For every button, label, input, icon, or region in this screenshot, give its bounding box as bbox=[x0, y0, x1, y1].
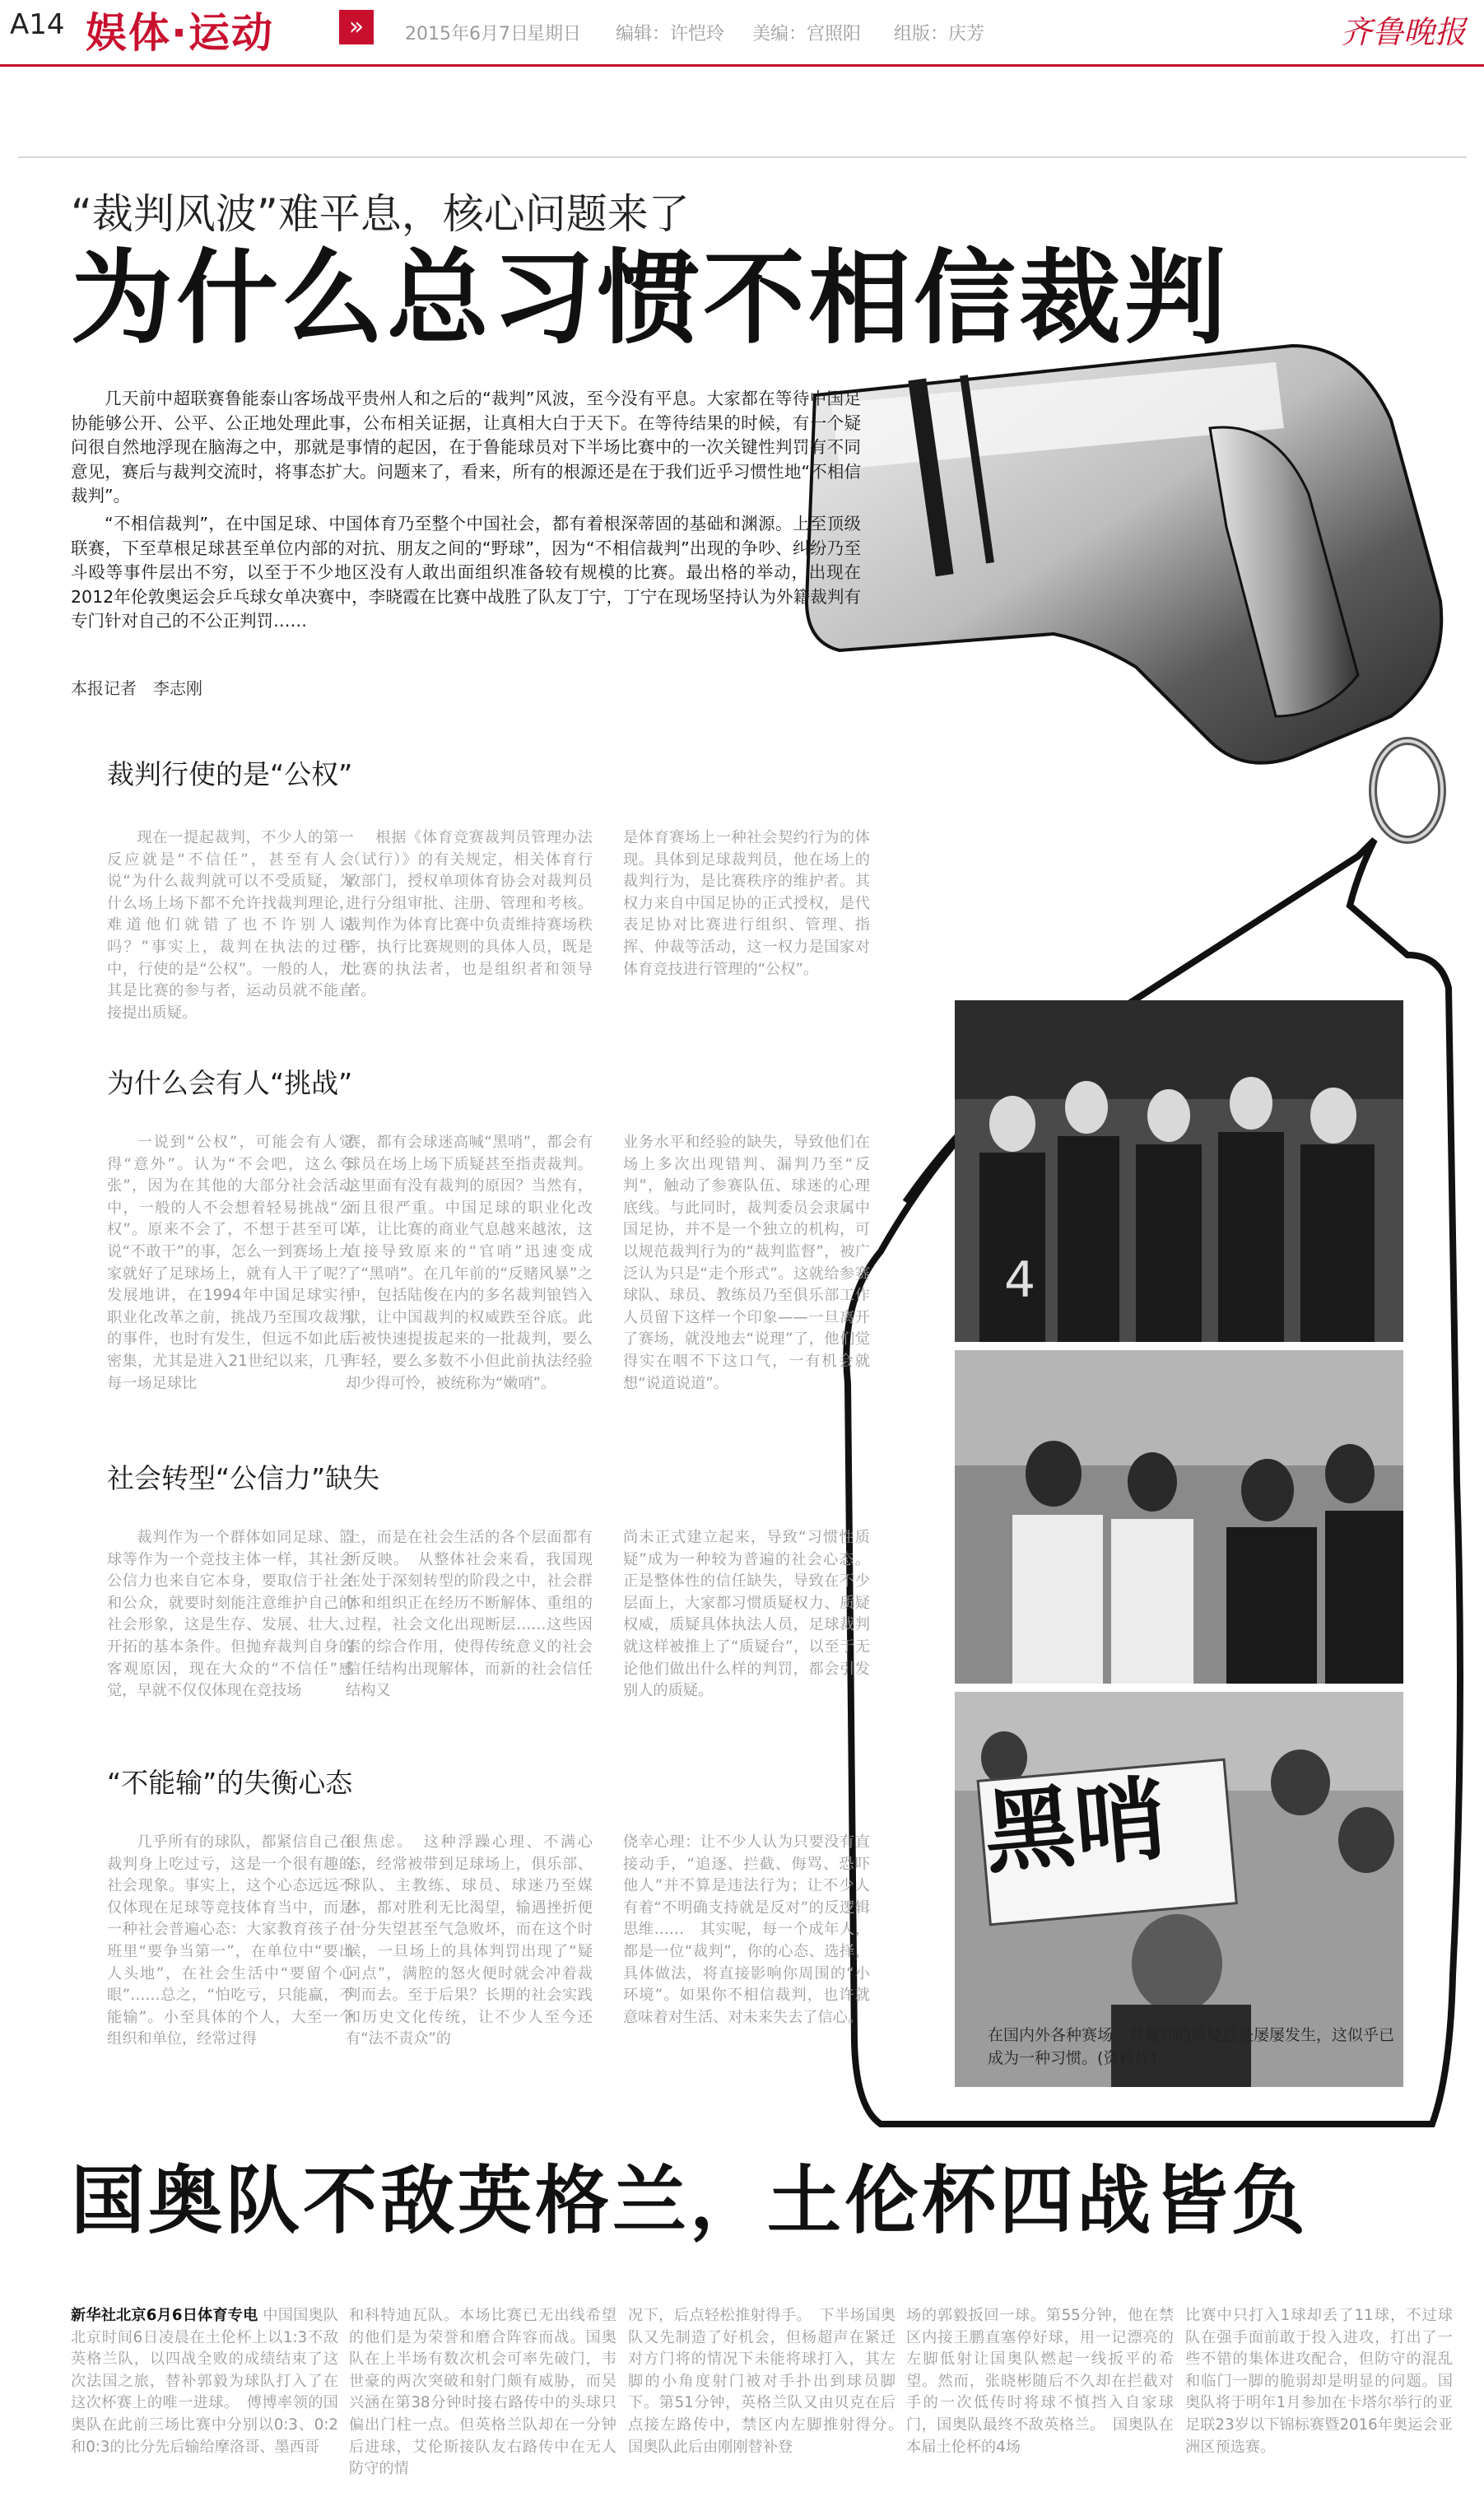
lead-paragraph-2: “不相信裁判”，在中国足球、中国体育乃至整个中国社会，都有着根深蒂固的基础和渊源。上至顶级联赛，下至草根足球甚至单位内部的对抗、朋友之间的“野球”，因为“不相信裁判”出现的争吵、纠纷乃至斗殴等事件层出不穷，以至于不少地区没有人敢出面组织准备较有规模的比赛。最出格的举动，出现在2012年伦敦奥运会乒乓球女单决赛中，李晓霞在比赛中战胜了队友丁宁，丁宁在现场坚持认为外籍裁判有专门针对自己的不公正判罚…… bbox=[71, 514, 861, 631]
section-2-col-3: 业务水平和经验的缺失，导致他们在场上多次出现错判、漏判乃至“反判”，触动了参赛队伍、球迷的心理底线。与此同时，裁判委员会隶属中国足协，并不是一个独立的机构，可以规范裁判行为的“裁判监督”，被广泛认为只是“走个形式”。这就给参赛球队、球员、教练员乃至俱乐部工作人员留下这样一个印象——一旦离开了赛场，就没地去“说理”了，他们觉得实在咽不下这口气，一有机会就想“说道说道”。 bbox=[623, 1134, 870, 1392]
section-4-col-2: 很焦虑。 这种浮躁心理、不满心态，经常被带到足球场上，俱乐部、球队、主教练、球员、球迷乃至媒体，都对胜利无比渴望，输遇挫折便十分失望甚至气急败坏，而在这个时候，一旦场上的具体判罚出现了“疑问点”，满腔的怒火便时就会冲着裁判而去。至于后果？长期的社会实践和历史文化传统，让不少人至今还有“法不责众”的 bbox=[346, 1833, 593, 2048]
byline: 本报记者 李志刚 bbox=[71, 678, 202, 698]
svg-text:4: 4 bbox=[1004, 1251, 1036, 1309]
lead-paragraph-1: 几天前中超联赛鲁能泰山客场战平贵州人和之后的“裁判”风波，至今没有平息。大家都在等待中国足协能够公开、公平、公正地处理此事，公布相关证据，让真相大白于天下。在等待结果的时候，有一个疑问很自然地浮现在脑海之中，那就是事情的起因，在于鲁能球员对下半场比赛中的一次关键性判罚有不同意见，赛后与裁判交流时，将事态扩大。问题来了，看来，所有的根源还是在于我们近乎习惯性地“不相信裁判”。 bbox=[71, 389, 861, 505]
story2-col-5: 比赛中只打入1球却丢了11球，不过球队在强手面前敢于投入进攻，打出了一些不错的集体进攻配合，但防守的混乱和临门一脚的脆弱却是明显的问题。国奥队将于明年1月参加在卡塔尔举行的亚足联23岁以下锦标赛暨2016年奥运会亚洲区预选赛。 bbox=[1185, 2307, 1453, 2456]
section-4-col-3: 侥幸心理：让不少人认为只要没有直接动手，“追逐、拦截、侮骂、恐吓他人”并不算是违法行为；让不少人有着“不明确支持就是反对”的反逻辑思维…… 其实呢，每一个成年人，都是一位“裁判”，你的心态、选择，具体做法，将直接影响你周围的“小环境”。如果你不相信裁判，也许就意味着对生活、对未来失去了信心。 bbox=[623, 1833, 870, 2026]
story-headline: 为什么总习惯不相信裁判 bbox=[71, 240, 1230, 358]
section-4-col-1: 几乎所有的球队，都紧信自己在裁判身上吃过亏，这是一个很有趣的社会现象。事实上，这个心态远远不仅体现在足球等竞技体育当中，而是一种社会普遍心态：大家教育孩子在班里“要争当第一”，在单位中“要出人头地”，在社会生活中“要留个心眼”……总之，“怕吃亏，只能赢，不能输”。小至具体的个人，大至一个组织和单位，经常过得 bbox=[107, 1833, 354, 2048]
section-1-col-2: 根据《体育竞赛裁判员管理办法（试行）》的有关规定，相关体育行政部门，授权单项体育协会对裁判员进行分组审批、注册、管理和考核。裁判作为体育比赛中负责维持赛场秩序，执行比赛规则的具体人员，既是比赛的执法者，也是组织者和领导者。 bbox=[346, 829, 593, 1000]
story2-col-3: 况下，后点轻松推射得手。 下半场国奥队又先制造了好机会，但杨超声在紧迁对方门将的情况下未能将球打入，其左脚的小角度射门被对手扑出到球员脚下。第51分钟，英格兰队又由贝克在后点接左路传中，禁区内左脚推射得分。 国奥队此后由刚刚替补登 bbox=[628, 2307, 896, 2456]
issue-date: 2015年6月7日 bbox=[405, 24, 528, 44]
masthead-logo: 齐鲁晚报 bbox=[1340, 14, 1466, 50]
sign-text: 黑哨 bbox=[979, 1765, 1170, 1887]
designer-credit: 美编：宫照阳 bbox=[752, 24, 862, 44]
section-1-col-1: 现在一提起裁判，不少人的第一反应就是“不信任”，甚至有人会说“为什么裁判就可以不受质疑，为什么场上场下都不允许找裁判理论，难道他们就错了也不许别人说吗？”事实上，裁判在执法的过程中，行使的是“公权”。一般的人，尤其是比赛的参与者，运动员就不能直接提出质疑。 bbox=[107, 829, 354, 1022]
story2-dateline: 新华社北京6月6日体育专电 bbox=[71, 2307, 258, 2324]
editor-credit: 编辑：许恺玲 bbox=[616, 24, 725, 44]
section-title: 娱体·运动 bbox=[86, 9, 274, 57]
top-divider bbox=[18, 156, 1467, 158]
page-number: A14 bbox=[10, 8, 65, 41]
section-2-col-2: 赛，都有会球迷高喊“黑哨”，都会有球员在场上场下质疑甚至指责裁判。这里面有没有裁判的原因？当然有，而且很严重。中国足球的职业化改革，让比赛的商业气息越来越浓，这直接导致原来的“官哨”迅速变成了“黑哨”。在几年前的“反赌风暴”之中，包括陆俊在内的多名裁判锒铛入狱，让中国裁判的权威跌至谷底。此后被快速提拔起来的一批裁判，要么年轻，要么多数不小但此前执法经验却少得可怜，被统称为“嫩哨”。 bbox=[346, 1134, 593, 1392]
section-1-col-3: 是体育赛场上一种社会契约行为的体现。具体到足球裁判员，他在场上的裁判行为，是比赛秩序的维护者。其权力来自中国足协的正式授权，是代表足协对比赛进行组织、管理、指挥、仲裁等活动，这一权力是国家对体育竞技进行管理的“公权”。 bbox=[623, 829, 870, 978]
story2-col-2: 和科特迪瓦队。本场比赛已无出线希望的他们是为荣誉和磨合阵容而战。国奥队在上半场有数次机会可率先破门，韦世豪的两次突破和射门颇有威胁，而吴兴涵在第38分钟时接右路传中的头球只偏出门柱一点。但英格兰队却在一分钟后进球，艾伦斯接队友右路传中在无人防守的情 bbox=[349, 2307, 616, 2478]
story-kicker: “裁判风波”难平息，核心问题来了 bbox=[71, 190, 690, 238]
story2-col-1 bbox=[71, 2305, 338, 2490]
subhead-2: 为什么会有人“挑战” bbox=[107, 1067, 353, 1099]
issue-weekday: 星期日 bbox=[527, 24, 582, 44]
section-2-col-1: 一说到“公权”，可能会有人觉得“意外”。认为“不会吧，这么夸张”，因为在其他的大部分社会活动中，一般的人不会想着轻易挑战“公权”。原来不会了，不想于甚至可以说“不敢干”的事，怎么一到赛场上大家就好了足球场上，就有人干了呢？ 发展地讲，在1994年中国足球实行职业化改革之前，挑战乃至围攻裁判的事件，也时有发生，但远不如此后密集，尤其是进入21世纪以来，几乎每一场足球比 bbox=[107, 1134, 354, 1392]
arrow-icon: » bbox=[339, 10, 374, 44]
section-3-col-3: 尚未正式建立起来，导致“习惯性质疑”成为一种较为普遍的社会心态。正是整体性的信任缺失，导致在不少层面上，大家都习惯质疑权力、质疑权威，质疑具体执法人员，足球裁判就这样被推上了“质疑台”，以至于无论他们做出什么样的判罚，都会引发别人的质疑。 bbox=[623, 1529, 870, 1700]
story2-col-4: 场的郭毅扳回一球。第55分钟，他在禁区内接王鹏直塞停好球，用一记漂亮的左脚低射让国奥队燃起一线扳平的希望。然而，张晓彬随后不久却在拦截对手的一次低传时将球不慎挡入自家球门，国奥队最终不敌英格兰。 国奥队在本届土伦杯的4场 bbox=[906, 2307, 1174, 2456]
proof-credit: 组版：庆芳 bbox=[894, 24, 985, 44]
photo-caption: 在国内外各种赛场，对裁判的质疑总是屡屡发生，这似乎已成为一种习惯。(资料片) bbox=[988, 2026, 1395, 2067]
section-3-col-2: 上，而是在社会生活的各个层面都有所反映。 从整体社会来看，我国现在处于深刻转型的阶段之中，社会群体和组织正在经历不断解体、重组的过程，社会文化出现断层……这些因素的综合作用，使得传统意义的社会信任结构出现解体，而新的社会信任结构又 bbox=[346, 1529, 593, 1700]
story2-headline: 国奥队不敌英格兰，土伦杯四战皆负 bbox=[71, 2158, 1309, 2244]
subhead-3: 社会转型“公信力”缺失 bbox=[107, 1462, 380, 1494]
photo-players-surround-referee bbox=[955, 1000, 1403, 1342]
story2-col-1-text: 中国国奥队北京时间6日凌晨在土伦杯上以1:3不敌英格兰队，以四战全败的成绩结束了这次法国之旅，替补郭毅为球队打入了在这次杯赛上的唯一进球。 傅博率领的国奥队在此前三场比赛中分别以0:3、0:2和0:3的比分先后输给摩洛哥、墨西哥 bbox=[71, 2307, 338, 2456]
subhead-4: “不能输”的失衡心态 bbox=[107, 1767, 353, 1799]
header-rule bbox=[0, 64, 1484, 67]
subhead-1: 裁判行使的是“公权” bbox=[107, 758, 353, 790]
photo-referee-confrontation bbox=[955, 1350, 1403, 1684]
section-3-col-1: 裁判作为一个群体如同足球、篮球等作为一个竞技主体一样，其社会公信力也来自它本身，要取信于社会和公众，就要时刻能注意维护自己的社会形象，这是生存、发展、壮大、开拓的基本条件。但抛弃裁判自身的客观原因，现在大众的“不信任”感觉，早就不仅仅体现在竞技场 bbox=[107, 1529, 354, 1700]
